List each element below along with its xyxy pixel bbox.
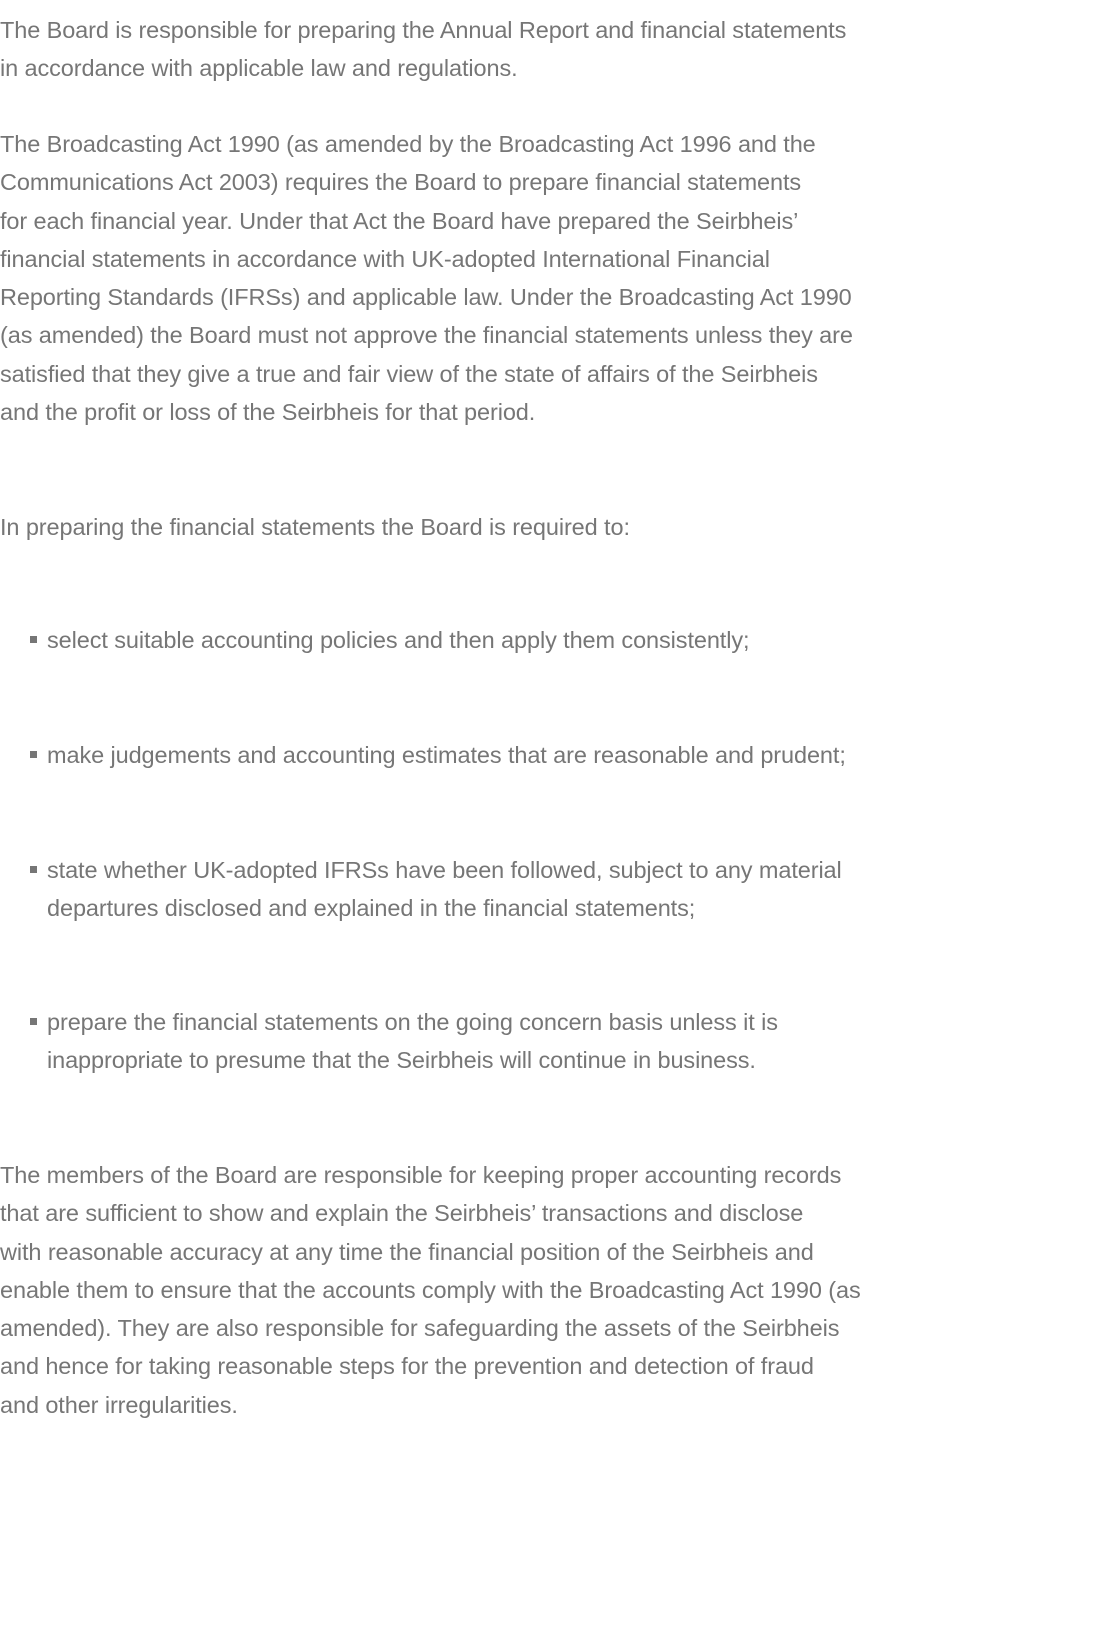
text-line: (as amended) the Board must not approve the financial statements unless they are (0, 322, 853, 349)
text-line: The Broadcasting Act 1990 (as amended by the Broadcasting Act 1996 and the (0, 131, 816, 157)
text-line: in accordance with applicable law and regulations. (0, 55, 518, 82)
text-line: that are sufficient to show and explain the Seirbheis’ transactions and disclose (0, 1200, 804, 1227)
text-line: prepare the financial statements on the going concern basis unless it is (47, 1009, 778, 1035)
text-line: departures disclosed and explained in the financial statements; (47, 895, 696, 922)
square-bullet-icon (30, 751, 37, 758)
square-bullet-icon (30, 636, 37, 643)
paragraph-broadcasting-act (0, 125, 853, 431)
text-line: for each financial year. Under that Act the Board have prepared the Seirbheis’ (0, 207, 799, 234)
text-line: and the profit or loss of the Seirbheis for that period. (0, 399, 536, 426)
paragraph-board-responsibility (0, 11, 846, 88)
square-bullet-icon (30, 866, 37, 873)
text-line: amended). They are also responsible for safeguarding the assets of the Seirbheis (0, 1315, 840, 1342)
text-line: and other irregularities. (0, 1391, 238, 1418)
text-line: inappropriate to presume that the Seirbheis will continue in business. (47, 1047, 756, 1074)
text-line: select suitable accounting policies and then apply them consistently; (47, 627, 750, 653)
text-line: In preparing the financial statements the Board is required to: (0, 514, 630, 540)
list-intro (0, 508, 630, 546)
text-line: make judgements and accounting estimates that are reasonable and prudent; (47, 742, 846, 768)
text-line: enable them to ensure that the accounts comply with the Broadcasting Act 1990 (as (0, 1276, 861, 1303)
text-line: financial statements in accordance with UK-adopted International Financial (0, 245, 770, 272)
text-line: and hence for taking reasonable steps for the prevention and detection of fraud (0, 1353, 814, 1380)
square-bullet-icon (30, 1018, 37, 1025)
text-line: Reporting Standards (IFRSs) and applicable law. Under the Broadcasting Act 1990 (0, 284, 852, 311)
text-line: The Board is responsible for preparing the Annual Report and financial statements (0, 17, 847, 43)
paragraph-accounting-records (0, 1156, 861, 1424)
text-line: satisfied that they give a true and fair view of the state of affairs of the Seirbheis (0, 360, 818, 387)
text-line: Communications Act 2003) requires the Board to prepare financial statements (0, 169, 802, 196)
text-line: The members of the Board are responsible for keeping proper accounting records (0, 1162, 842, 1188)
text-line: with reasonable accuracy at any time the financial position of the Seirbheis and (0, 1238, 814, 1265)
text-line: state whether UK-adopted IFRSs have been followed, subject to any material (47, 857, 842, 883)
